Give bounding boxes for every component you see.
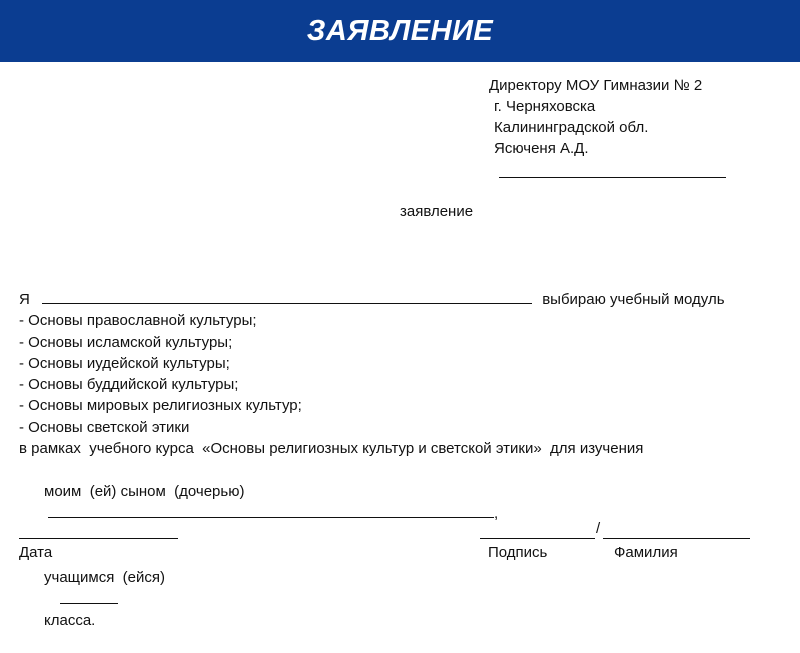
child-suffix: , xyxy=(494,504,499,522)
module-item: - Основы мировых религиозных культур; xyxy=(19,397,302,415)
child-prefix: моим (ей) сыном (дочерью) xyxy=(44,482,245,500)
class-row xyxy=(19,546,779,653)
date-label: Дата xyxy=(19,544,53,561)
child-row xyxy=(19,459,779,545)
intro-row xyxy=(19,288,779,310)
module-item: - Основы иудейской культуры; xyxy=(19,354,230,372)
addressee-line-city: г. Черняховска xyxy=(494,98,596,115)
signature-label: Подпись xyxy=(488,544,548,561)
intro-prefix: Я xyxy=(19,291,30,308)
banner-title: ЗАЯВЛЕНИЕ xyxy=(306,14,494,47)
application-body xyxy=(19,288,779,653)
intro-suffix: выбираю учебный модуль xyxy=(542,291,725,308)
document-title: заявление xyxy=(400,203,474,220)
course-line: в рамках учебного курса «Основы религиозных культур и светской этики» для изучения xyxy=(19,440,644,458)
child-name-blank[interactable] xyxy=(48,502,494,518)
addressee-line-region: Калининградской обл. xyxy=(494,119,649,136)
addressee-line-director: Директору МОУ Гимназии № 2 xyxy=(489,77,703,94)
class-number-blank[interactable] xyxy=(60,588,118,604)
signature-blank[interactable] xyxy=(480,538,595,539)
parent-name-blank[interactable] xyxy=(42,288,532,304)
signature-slash: / xyxy=(596,520,601,537)
class-prefix: учащимся (ейся) xyxy=(44,568,165,586)
module-item: - Основы буддийской культуры; xyxy=(19,376,239,394)
addressee-line-name: Ясюченя А.Д. xyxy=(494,140,589,157)
class-suffix: класса. xyxy=(44,612,96,630)
module-item: - Основы православной культуры; xyxy=(19,312,257,330)
date-blank[interactable] xyxy=(19,538,178,539)
surname-label: Фамилия xyxy=(614,544,678,561)
addressee-block xyxy=(489,75,702,159)
header-banner xyxy=(0,0,800,62)
module-item: - Основы исламской культуры; xyxy=(19,333,233,351)
module-item: - Основы светской этики xyxy=(19,418,190,436)
surname-blank[interactable] xyxy=(603,538,750,539)
applicant-name-blank[interactable] xyxy=(499,177,726,178)
